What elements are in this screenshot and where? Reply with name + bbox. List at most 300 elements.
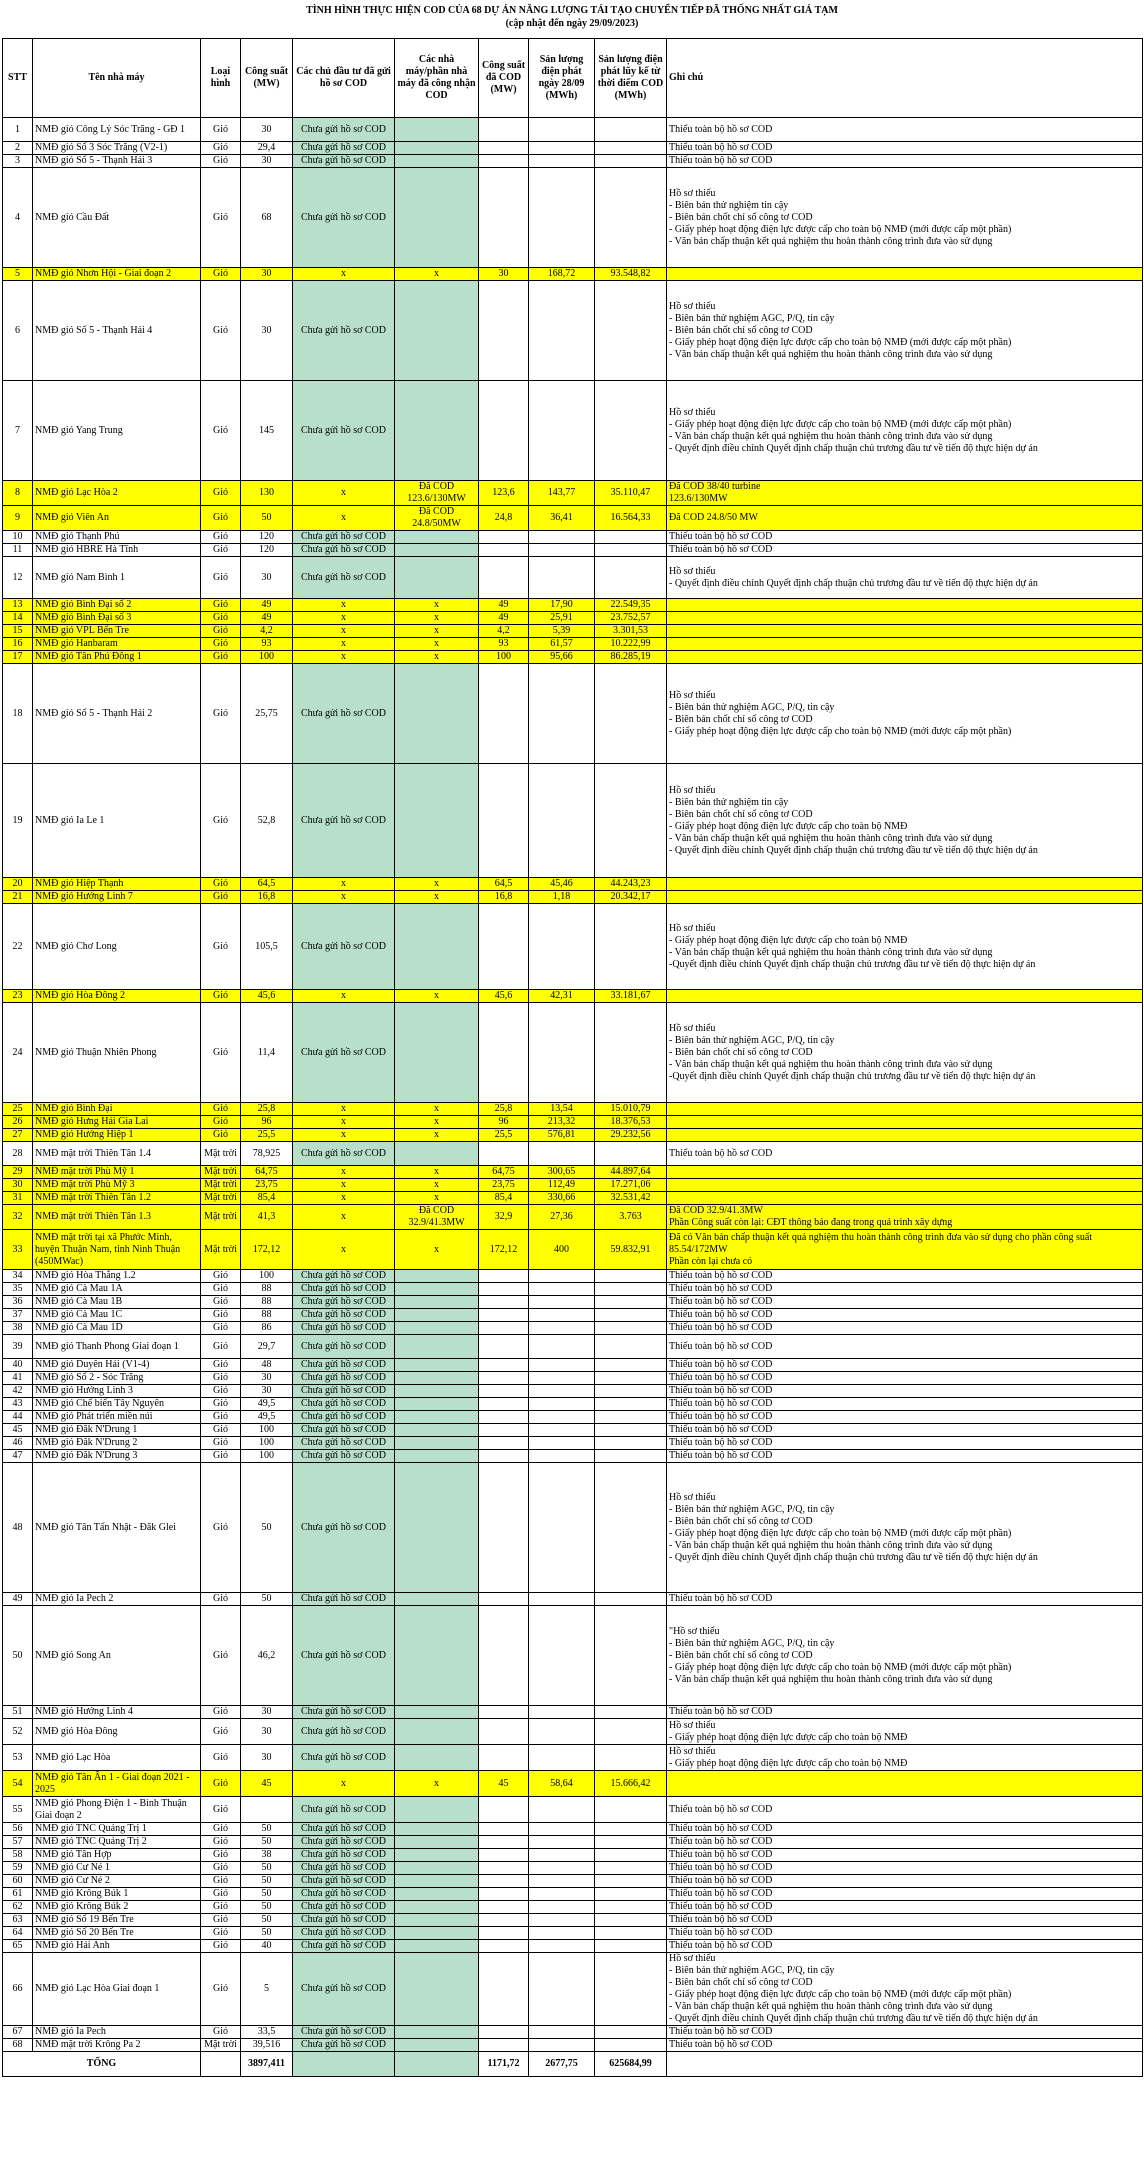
cell-cod-capacity: [479, 381, 529, 481]
cell-recognized: [395, 1862, 479, 1875]
cell-output-day: [529, 1719, 595, 1745]
cell-type: Gió: [201, 1719, 241, 1745]
cell-submitted: Chưa gửi hồ sơ COD: [293, 1797, 395, 1823]
table-row: [3, 1309, 1143, 1322]
cell-output-total: 3.301,53: [595, 625, 667, 638]
cell-stt: 54: [3, 1771, 33, 1797]
cell-capacity: 49,5: [241, 1398, 293, 1411]
cell-type: Gió: [201, 1129, 241, 1142]
cell-capacity: 46,2: [241, 1606, 293, 1706]
cell-type: Gió: [201, 1914, 241, 1927]
cell-cod-capacity: [479, 1322, 529, 1335]
cell-cod-capacity: 32,9: [479, 1205, 529, 1230]
cell-output-total: [595, 1411, 667, 1424]
cell-output-day: [529, 1437, 595, 1450]
cell-submitted: Chưa gửi hồ sơ COD: [293, 664, 395, 764]
cell-name: NMĐ mặt trời Thiên Tân 1.3: [33, 1205, 201, 1230]
cell-recognized: [395, 1322, 479, 1335]
cell-note: Hồ sơ thiếu - Giấy phép hoạt động điện lực được cấp cho toàn bộ NMĐ: [667, 1745, 1143, 1771]
cell-name: NMĐ gió Số 20 Bến Tre: [33, 1927, 201, 1940]
cell-recognized: Đã COD 123.6/130MW: [395, 481, 479, 506]
cell-recognized: x: [395, 599, 479, 612]
cell-stt: 35: [3, 1283, 33, 1296]
table-row: [3, 612, 1143, 625]
table-row: [3, 1888, 1143, 1901]
cell-output-day: [529, 1411, 595, 1424]
cell-stt: 18: [3, 664, 33, 764]
cell-capacity: 30: [241, 1372, 293, 1385]
cell-recognized: [395, 2039, 479, 2052]
cell-stt: 61: [3, 1888, 33, 1901]
cell-stt: 11: [3, 544, 33, 557]
table-row: [3, 1849, 1143, 1862]
cell-capacity: 64,75: [241, 1166, 293, 1179]
cell-submitted: x: [293, 638, 395, 651]
cell-recognized: [395, 531, 479, 544]
cell-output-day: 36,41: [529, 506, 595, 531]
cell-recognized: Đã COD 24.8/50MW: [395, 506, 479, 531]
cell-output-day: [529, 557, 595, 599]
cell-type: Gió: [201, 891, 241, 904]
cell-name: NMĐ gió Bình Đại số 2: [33, 599, 201, 612]
cell-output-day: [529, 664, 595, 764]
cell-note: Thiếu toàn bộ hồ sơ COD: [667, 1927, 1143, 1940]
cell-output-total: [595, 544, 667, 557]
cell-stt: 65: [3, 1940, 33, 1953]
cell-submitted: x: [293, 1179, 395, 1192]
cell-name: NMĐ gió Ia Pech 2: [33, 1593, 201, 1606]
cell-capacity: 49: [241, 599, 293, 612]
cell-recognized: [395, 381, 479, 481]
cell-recognized: x: [395, 1179, 479, 1192]
cell-cod-capacity: [479, 1797, 529, 1823]
cell-name: NMĐ mặt trời Thiên Tân 1.2: [33, 1192, 201, 1205]
cell-output-day: [529, 1823, 595, 1836]
cell-output-day: [529, 1875, 595, 1888]
cell-stt: 31: [3, 1192, 33, 1205]
cell-output-day: [529, 2039, 595, 2052]
cell-capacity: 50: [241, 1593, 293, 1606]
cell-capacity: 5: [241, 1953, 293, 2026]
cell-output-day: 400: [529, 1230, 595, 1270]
cell-submitted: Chưa gửi hồ sơ COD: [293, 1836, 395, 1849]
table-row: [3, 1372, 1143, 1385]
cell-name: NMĐ gió Tân Phú Đông 1: [33, 651, 201, 664]
total-cod-capacity: 1171,72: [479, 2052, 529, 2077]
cell-stt: 9: [3, 506, 33, 531]
cell-recognized: [395, 664, 479, 764]
cell-name: NMĐ gió Hướng Linh 3: [33, 1385, 201, 1398]
cell-name: NMĐ gió Krông Búk 1: [33, 1888, 201, 1901]
cell-submitted: Chưa gửi hồ sơ COD: [293, 1719, 395, 1745]
cell-note: [667, 1192, 1143, 1205]
cell-stt: 33: [3, 1230, 33, 1270]
cell-recognized: [395, 1385, 479, 1398]
table-row: [3, 2039, 1143, 2052]
cell-output-total: 59.832,91: [595, 1230, 667, 1270]
cell-cod-capacity: [479, 1270, 529, 1283]
table-row: [3, 1322, 1143, 1335]
cell-output-total: 32.531,42: [595, 1192, 667, 1205]
table-row: [3, 638, 1143, 651]
cell-stt: 58: [3, 1849, 33, 1862]
cell-name: NMĐ gió Phong Điện 1 - Bình Thuận Giai đoạn 2: [33, 1797, 201, 1823]
cell-type: Gió: [201, 651, 241, 664]
cell-note: [667, 990, 1143, 1003]
cell-cod-capacity: [479, 1296, 529, 1309]
cell-name: NMĐ gió Hướng Linh 7: [33, 891, 201, 904]
table-row: [3, 1192, 1143, 1205]
cell-type: Gió: [201, 268, 241, 281]
table-row: [3, 481, 1143, 506]
cell-note: Thiếu toàn bộ hồ sơ COD: [667, 1875, 1143, 1888]
cell-type: Gió: [201, 764, 241, 878]
cell-note: Thiếu toàn bộ hồ sơ COD: [667, 1797, 1143, 1823]
cell-cod-capacity: 45,6: [479, 990, 529, 1003]
cell-cod-capacity: [479, 1836, 529, 1849]
cell-type: Gió: [201, 1359, 241, 1372]
cell-output-day: [529, 1914, 595, 1927]
cell-submitted: Chưa gửi hồ sơ COD: [293, 142, 395, 155]
cell-note: Thiếu toàn bộ hồ sơ COD: [667, 1385, 1143, 1398]
cell-type: Gió: [201, 168, 241, 268]
cell-output-day: 5,39: [529, 625, 595, 638]
cell-cod-capacity: [479, 118, 529, 142]
cell-cod-capacity: [479, 1385, 529, 1398]
table-row: [3, 1424, 1143, 1437]
cell-recognized: [395, 1606, 479, 1706]
cell-stt: 15: [3, 625, 33, 638]
cell-recognized: [395, 1745, 479, 1771]
cell-type: Gió: [201, 1849, 241, 1862]
cell-name: NMĐ gió Hướng Linh 4: [33, 1706, 201, 1719]
cell-stt: 27: [3, 1129, 33, 1142]
cell-stt: 3: [3, 155, 33, 168]
cell-type: Gió: [201, 1706, 241, 1719]
cell-note: [667, 1166, 1143, 1179]
cell-cod-capacity: [479, 142, 529, 155]
cell-recognized: [395, 1914, 479, 1927]
cell-type: Gió: [201, 1463, 241, 1593]
cell-output-total: [595, 1270, 667, 1283]
cell-recognized: [395, 118, 479, 142]
cell-type: Gió: [201, 544, 241, 557]
cell-stt: 48: [3, 1463, 33, 1593]
cell-output-day: [529, 1424, 595, 1437]
cell-capacity: 25,5: [241, 1129, 293, 1142]
cell-output-day: [529, 904, 595, 990]
cell-type: Gió: [201, 1411, 241, 1424]
cell-capacity: 85,4: [241, 1192, 293, 1205]
col-header-output-total: Sản lượng điện phát lũy kế từ thời điểm COD (MWh): [595, 39, 667, 118]
cell-cod-capacity: [479, 1606, 529, 1706]
cell-type: Mặt trời: [201, 1142, 241, 1166]
cell-name: NMĐ gió Hướng Hiệp 1: [33, 1129, 201, 1142]
col-header-type: Loại hình: [201, 39, 241, 118]
cell-type: Gió: [201, 1862, 241, 1875]
cell-type: Gió: [201, 481, 241, 506]
cell-type: Gió: [201, 1424, 241, 1437]
cell-cod-capacity: 45: [479, 1771, 529, 1797]
cell-stt: 4: [3, 168, 33, 268]
cell-output-total: 35.110,47: [595, 481, 667, 506]
cell-output-day: 25,91: [529, 612, 595, 625]
cell-type: Gió: [201, 1593, 241, 1606]
cell-capacity: 33,5: [241, 2026, 293, 2039]
col-header-submitted: Các chủ đầu tư đã gửi hồ sơ COD: [293, 39, 395, 118]
cell-stt: 60: [3, 1875, 33, 1888]
col-header-stt: STT: [3, 39, 33, 118]
cell-output-day: [529, 381, 595, 481]
cell-name: NMĐ mặt trời Phù Mỹ 3: [33, 1179, 201, 1192]
cell-output-day: [529, 1359, 595, 1372]
cell-submitted: x: [293, 1103, 395, 1116]
cell-submitted: Chưa gửi hồ sơ COD: [293, 1309, 395, 1322]
cell-output-day: [529, 118, 595, 142]
cell-recognized: [395, 2026, 479, 2039]
cell-stt: 6: [3, 281, 33, 381]
cell-recognized: [395, 764, 479, 878]
cell-submitted: x: [293, 625, 395, 638]
cell-type: Gió: [201, 1296, 241, 1309]
cell-type: Gió: [201, 904, 241, 990]
cell-submitted: Chưa gửi hồ sơ COD: [293, 1003, 395, 1103]
cell-submitted: Chưa gửi hồ sơ COD: [293, 1385, 395, 1398]
cell-cod-capacity: [479, 1142, 529, 1166]
cell-note: Đã có Văn bản chấp thuận kết quả nghiệm thu hoàn thành công trình đưa vào sử dụng cho phần công suất 85.54/172MW Phần còn lại chưa có: [667, 1230, 1143, 1270]
cell-capacity: 30: [241, 268, 293, 281]
cell-name: NMĐ gió Cư Né 2: [33, 1875, 201, 1888]
cell-submitted: Chưa gửi hồ sơ COD: [293, 1901, 395, 1914]
total-output-total: 625684,99: [595, 2052, 667, 2077]
col-header-note: Ghi chú: [667, 39, 1143, 118]
table-row: [3, 1463, 1143, 1593]
cell-note: [667, 268, 1143, 281]
table-row: [3, 651, 1143, 664]
cell-output-day: 17,90: [529, 599, 595, 612]
cell-type: Gió: [201, 281, 241, 381]
cell-cod-capacity: 64,5: [479, 878, 529, 891]
cell-type: Gió: [201, 1398, 241, 1411]
cell-type: Gió: [201, 506, 241, 531]
cell-cod-capacity: [479, 1463, 529, 1593]
cell-output-total: [595, 381, 667, 481]
cell-capacity: 88: [241, 1309, 293, 1322]
cell-name: NMĐ gió Yang Trung: [33, 381, 201, 481]
cell-output-total: [595, 1953, 667, 2026]
cell-capacity: 50: [241, 1862, 293, 1875]
cell-name: NMĐ gió Tân Tấn Nhật - Đăk Glei: [33, 1463, 201, 1593]
cell-stt: 13: [3, 599, 33, 612]
cell-capacity: 50: [241, 1927, 293, 1940]
cell-stt: 8: [3, 481, 33, 506]
cell-recognized: [395, 1450, 479, 1463]
cell-name: NMĐ mặt trời Phù Mỹ 1: [33, 1166, 201, 1179]
cell-cod-capacity: 123,6: [479, 481, 529, 506]
cell-output-day: 300,65: [529, 1166, 595, 1179]
cell-cod-capacity: [479, 2039, 529, 2052]
cell-cod-capacity: [479, 1359, 529, 1372]
cell-output-total: 3.763: [595, 1205, 667, 1230]
cell-name: NMĐ gió Tân Ân 1 - Giai đoạn 2021 - 2025: [33, 1771, 201, 1797]
col-header-cod-capacity: Công suất đã COD (MW): [479, 39, 529, 118]
cell-type: Gió: [201, 1116, 241, 1129]
cell-output-day: 27,36: [529, 1205, 595, 1230]
cell-name: NMĐ mặt trời Krông Pa 2: [33, 2039, 201, 2052]
cell-output-day: [529, 1836, 595, 1849]
cell-stt: 40: [3, 1359, 33, 1372]
cell-recognized: x: [395, 1116, 479, 1129]
cell-cod-capacity: 172,12: [479, 1230, 529, 1270]
table-row: [3, 1103, 1143, 1116]
cell-note: Thiếu toàn bộ hồ sơ COD: [667, 1283, 1143, 1296]
cell-capacity: 30: [241, 1385, 293, 1398]
table-row: [3, 1706, 1143, 1719]
cell-cod-capacity: 96: [479, 1116, 529, 1129]
cell-name: NMĐ gió Krông Búk 2: [33, 1901, 201, 1914]
cell-note: Thiếu toàn bộ hồ sơ COD: [667, 1940, 1143, 1953]
cell-note: Hồ sơ thiếu - Biên bản thử nghiệm AGC, P/Q, tin cậy - Biên bản chốt chỉ số công tơ COD - Giấy phép hoạt động điện lực được cấp cho toàn bộ NMĐ (mới được cấp một phần): [667, 664, 1143, 764]
cell-stt: 47: [3, 1450, 33, 1463]
cell-note: [667, 878, 1143, 891]
cell-cod-capacity: [479, 1372, 529, 1385]
cell-name: NMĐ gió Nam Bình 1: [33, 557, 201, 599]
cell-name: NMĐ gió Hải Anh: [33, 1940, 201, 1953]
cell-output-total: [595, 1797, 667, 1823]
cell-cod-capacity: [479, 764, 529, 878]
cell-submitted: x: [293, 1166, 395, 1179]
cell-submitted: Chưa gửi hồ sơ COD: [293, 1745, 395, 1771]
cell-name: NMĐ gió Chơ Long: [33, 904, 201, 990]
cell-submitted: Chưa gửi hồ sơ COD: [293, 904, 395, 990]
cell-submitted: Chưa gửi hồ sơ COD: [293, 557, 395, 599]
cell-output-day: 45,46: [529, 878, 595, 891]
cell-output-total: 15.010,79: [595, 1103, 667, 1116]
cell-stt: 41: [3, 1372, 33, 1385]
cell-stt: 49: [3, 1593, 33, 1606]
cell-cod-capacity: 23,75: [479, 1179, 529, 1192]
cell-note: Thiếu toàn bộ hồ sơ COD: [667, 1309, 1143, 1322]
cell-note: Hồ sơ thiếu - Biên bản thử nghiệm AGC, P/Q, tin cậy - Biên bản chốt chỉ số công tơ COD - Văn bản chấp thuận kết quả nghiệm thu hoàn thành công trình đưa vào sử dụng -Quyết định điều chỉnh Quyết định chấp thuận chủ trương đầu tư về tiến độ thực hiện dự án: [667, 1003, 1143, 1103]
cell-capacity: 30: [241, 281, 293, 381]
cell-type: Gió: [201, 1450, 241, 1463]
cell-output-day: [529, 1606, 595, 1706]
cell-output-total: [595, 1862, 667, 1875]
table-row: [3, 1205, 1143, 1230]
cell-output-day: [529, 1797, 595, 1823]
cell-capacity: 120: [241, 531, 293, 544]
cell-note: [667, 1116, 1143, 1129]
cell-output-total: [595, 1927, 667, 1940]
cell-name: NMĐ gió Số 5 - Thạnh Hải 3: [33, 155, 201, 168]
cell-capacity: 64,5: [241, 878, 293, 891]
cell-submitted: x: [293, 1116, 395, 1129]
cell-submitted: Chưa gửi hồ sơ COD: [293, 531, 395, 544]
cell-name: NMĐ gió Số 5 - Thạnh Hải 2: [33, 664, 201, 764]
cell-submitted: x: [293, 599, 395, 612]
cell-name: NMĐ gió Hòa Đông: [33, 1719, 201, 1745]
cell-stt: 59: [3, 1862, 33, 1875]
table-row: [3, 1719, 1143, 1745]
cell-recognized: [395, 1296, 479, 1309]
cell-name: NMĐ gió Cà Mau 1B: [33, 1296, 201, 1309]
cell-name: NMĐ gió Đăk N'Drung 3: [33, 1450, 201, 1463]
cell-output-total: [595, 1424, 667, 1437]
cell-name: NMĐ gió Lạc Hòa 2: [33, 481, 201, 506]
cell-submitted: Chưa gửi hồ sơ COD: [293, 1953, 395, 2026]
cell-note: [667, 1179, 1143, 1192]
cell-cod-capacity: [479, 1593, 529, 1606]
cell-name: NMĐ gió Cầu Đất: [33, 168, 201, 268]
cell-note: Đã COD 24.8/50 MW: [667, 506, 1143, 531]
cell-cod-capacity: [479, 1283, 529, 1296]
table-row: [3, 544, 1143, 557]
cell-capacity: 52,8: [241, 764, 293, 878]
cell-note: [667, 891, 1143, 904]
cell-note: Thiếu toàn bộ hồ sơ COD: [667, 1296, 1143, 1309]
cell-note: Thiếu toàn bộ hồ sơ COD: [667, 1901, 1143, 1914]
cell-note: Đã COD 38/40 turbine 123.6/130MW: [667, 481, 1143, 506]
cell-stt: 46: [3, 1437, 33, 1450]
cell-cod-capacity: [479, 544, 529, 557]
cell-recognized: x: [395, 878, 479, 891]
cell-output-total: [595, 1463, 667, 1593]
cell-output-total: 16.564,33: [595, 506, 667, 531]
cell-stt: 26: [3, 1116, 33, 1129]
total-label: TỔNG: [3, 2052, 201, 2077]
cell-submitted: Chưa gửi hồ sơ COD: [293, 1606, 395, 1706]
cell-recognized: [395, 904, 479, 990]
cell-capacity: 29,7: [241, 1335, 293, 1359]
cell-note: [667, 1129, 1143, 1142]
cell-cod-capacity: [479, 1940, 529, 1953]
table-row: [3, 1283, 1143, 1296]
cell-cod-capacity: [479, 168, 529, 268]
cell-recognized: [395, 1283, 479, 1296]
cell-cod-capacity: 85,4: [479, 1192, 529, 1205]
cell-submitted: Chưa gửi hồ sơ COD: [293, 1463, 395, 1593]
cell-type: Gió: [201, 1270, 241, 1283]
cell-capacity: 100: [241, 1424, 293, 1437]
cell-output-total: [595, 1745, 667, 1771]
cell-note: Thiếu toàn bộ hồ sơ COD: [667, 1398, 1143, 1411]
cell-type: Gió: [201, 1385, 241, 1398]
cell-name: NMĐ gió Cà Mau 1C: [33, 1309, 201, 1322]
cell-submitted: Chưa gửi hồ sơ COD: [293, 1875, 395, 1888]
cell-name: NMĐ gió Hòa Thắng 1.2: [33, 1270, 201, 1283]
cell-submitted: Chưa gửi hồ sơ COD: [293, 1593, 395, 1606]
cell-cod-capacity: [479, 1335, 529, 1359]
cell-output-day: [529, 1309, 595, 1322]
cell-stt: 1: [3, 118, 33, 142]
cell-note: "Hồ sơ thiếu - Biên bản thử nghiệm AGC, P/Q, tin cậy - Biên bản chốt chỉ số công tơ COD - Giấy phép hoạt động điện lực được cấp cho toàn bộ NMĐ (mới được cấp một phần) - Văn bản chấp thuận kết quả nghiệm thu hoàn thành công trình đưa vào sử dụng: [667, 1606, 1143, 1706]
table-row: [3, 1940, 1143, 1953]
cell-output-day: [529, 168, 595, 268]
cell-capacity: 45: [241, 1771, 293, 1797]
table-row: [3, 531, 1143, 544]
cell-capacity: 25,75: [241, 664, 293, 764]
cell-output-total: [595, 2039, 667, 2052]
cell-recognized: [395, 1411, 479, 1424]
cell-recognized: x: [395, 638, 479, 651]
table-row: [3, 625, 1143, 638]
cell-output-day: 13,54: [529, 1103, 595, 1116]
cell-capacity: 50: [241, 1823, 293, 1836]
cell-cod-capacity: 49: [479, 599, 529, 612]
cell-stt: 42: [3, 1385, 33, 1398]
cell-cod-capacity: [479, 1914, 529, 1927]
table-row: [3, 1797, 1143, 1823]
